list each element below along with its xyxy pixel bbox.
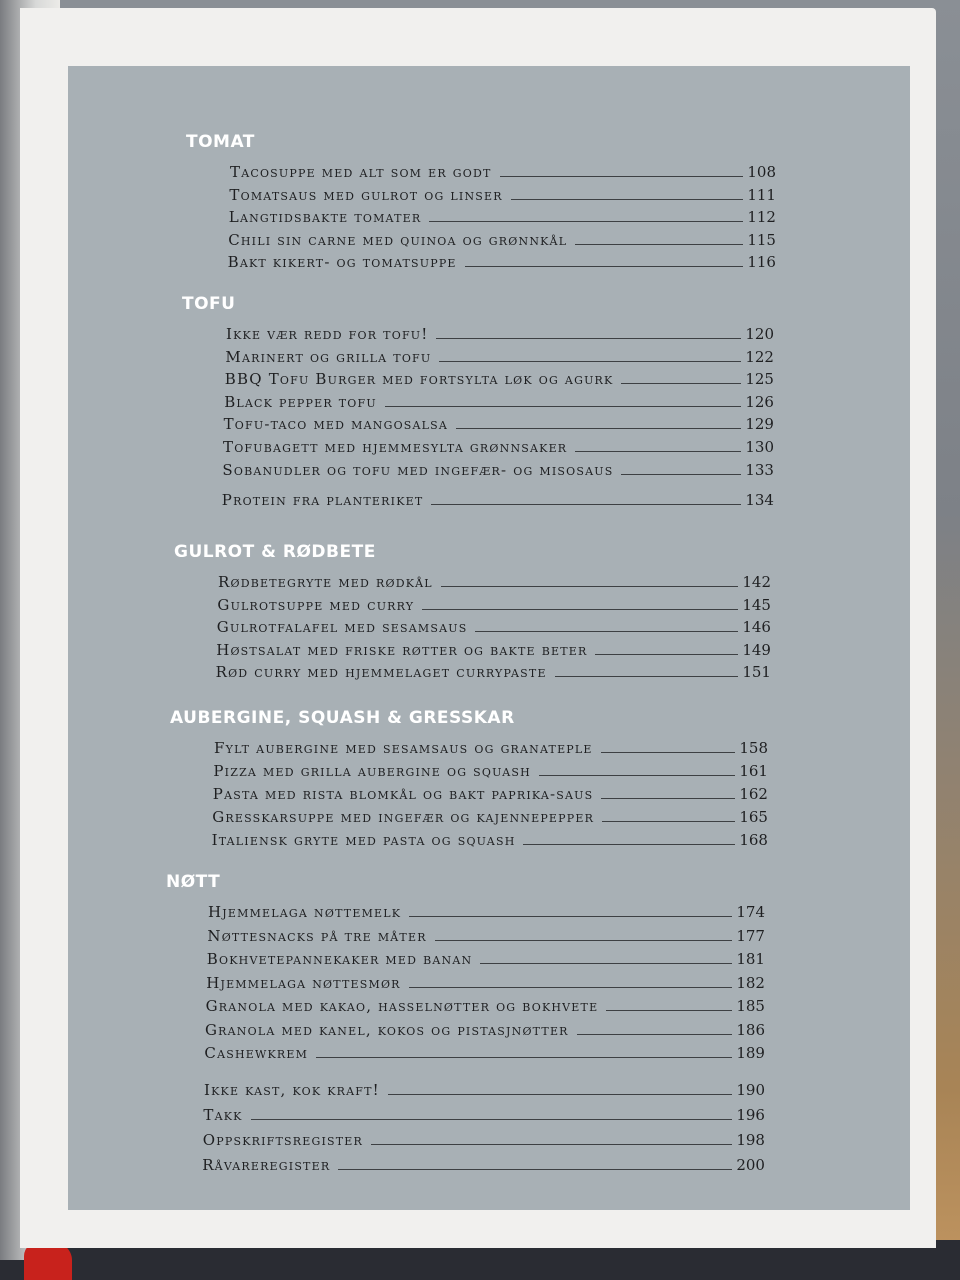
leader-rule (431, 504, 741, 505)
toc-entry[interactable] (217, 593, 771, 613)
leader-rule (475, 631, 738, 632)
section-heading: NØTT (166, 872, 221, 892)
entry-title: Gresskarsuppe med ingefær og kajennepepper (212, 808, 595, 826)
page-number: 120 (745, 325, 774, 343)
entry-title: Granola med kanel, kokos og pistasjnøtter (205, 1020, 569, 1039)
page-number: 126 (745, 392, 774, 411)
leader-rule (621, 383, 741, 384)
toc-entry[interactable] (228, 228, 776, 248)
page-number: 122 (745, 347, 774, 366)
entry-title: Rød curry med hjemmelaget currypaste (215, 663, 547, 682)
leader-rule (465, 266, 744, 267)
entry-title: Ikke vær redd for tofu! (226, 325, 429, 343)
toc-entry[interactable] (214, 736, 768, 756)
toc-entry[interactable] (223, 435, 774, 455)
section-heading: TOFU (182, 294, 236, 314)
toc-entry[interactable] (207, 924, 765, 944)
toc-entry[interactable] (225, 367, 774, 387)
page-number: 196 (736, 1106, 765, 1124)
entry-title: Oppskriftsregister (202, 1131, 364, 1149)
toc-entry[interactable] (216, 660, 771, 680)
page-number: 145 (742, 595, 771, 614)
page-number: 168 (739, 831, 768, 849)
entry-title: Høstsalat med friske røtter og bakte beter (216, 640, 588, 659)
leader-rule (621, 474, 741, 475)
entry-title: BBQ Tofu Burger med fortsylta løk og agurk (224, 370, 614, 389)
page-number: 181 (736, 950, 765, 968)
toc-entry[interactable] (213, 759, 768, 779)
leader-rule (511, 199, 744, 200)
page-number: 116 (747, 253, 776, 271)
page-number: 146 (742, 618, 771, 637)
toc-entry[interactable] (204, 1078, 765, 1098)
entry-title: Fylt aubergine med sesamsaus og granateple (214, 739, 593, 757)
page-number: 130 (745, 438, 774, 456)
entry-title: Bokhvetepannekaker med banan (206, 950, 473, 968)
page-number: 134 (745, 491, 774, 510)
entry-title: Pasta med rista blomkål og bakt paprika-saus (212, 785, 594, 803)
entry-title: Pizza med grilla aubergine og squash (213, 762, 531, 780)
section-heading: GULROT & RØDBETE (174, 542, 376, 562)
entry-title: Italiensk gryte med pasta og squash (211, 831, 516, 849)
toc-entry[interactable] (222, 458, 774, 478)
toc-entry[interactable] (224, 412, 774, 432)
entry-title: Black pepper tofu (224, 392, 377, 411)
entry-title: Protein fra planteriket (221, 491, 424, 510)
toc-entry[interactable] (226, 322, 774, 342)
leader-rule (385, 406, 742, 407)
leader-rule (409, 987, 733, 988)
page-number: 162 (739, 785, 768, 803)
page-number: 200 (736, 1156, 765, 1174)
page-number: 158 (739, 739, 768, 757)
leader-rule (441, 586, 739, 587)
entry-title: Bakt kikert- og tomatsuppe (227, 253, 457, 271)
toc-entry[interactable] (203, 1128, 765, 1148)
page-number: 185 (736, 997, 765, 1015)
entry-title: Tacosuppe med alt som er godt (230, 163, 492, 181)
page-number: 182 (736, 973, 765, 992)
toc-entry[interactable] (218, 570, 771, 590)
toc-entry[interactable] (230, 160, 776, 180)
page-number: 133 (745, 460, 774, 479)
page-number: 177 (736, 926, 765, 945)
entry-title: Granola med kakao, hasselnøtter og bokhvete (205, 997, 599, 1015)
entry-title: Råvareregister (202, 1156, 331, 1174)
entry-title: Rødbetegryte med rødkål (218, 573, 433, 591)
leader-rule (500, 176, 744, 177)
page-number: 198 (736, 1131, 765, 1149)
leader-rule (435, 940, 733, 941)
leader-rule (555, 676, 739, 677)
page-number: 108 (747, 163, 776, 181)
toc-entry[interactable] (225, 345, 774, 365)
page-number: 111 (747, 185, 776, 204)
leader-rule (456, 428, 741, 429)
leader-rule (575, 244, 743, 245)
page-number: 129 (745, 415, 774, 434)
leader-rule (601, 752, 736, 753)
toc-entry[interactable] (228, 250, 776, 270)
entry-title: Gulrotfalafel med sesamsaus (216, 618, 468, 637)
entry-title: Sobanudler og tofu med ingefær- og misosaus (222, 460, 614, 479)
leader-rule (388, 1094, 733, 1095)
entry-title: Hjemmelaga nøttemelk (208, 903, 402, 921)
page-number: 161 (739, 762, 768, 780)
toc-entry[interactable] (229, 183, 776, 203)
toc-entry[interactable] (229, 205, 776, 225)
entry-title: Ikke kast, kok kraft! (204, 1081, 380, 1099)
toc-entry[interactable] (222, 488, 774, 508)
entry-title: Takk (203, 1106, 243, 1124)
leader-rule (338, 1169, 732, 1170)
section-heading: TOMAT (186, 132, 255, 152)
entry-title: Nøttesnacks på tre måter (207, 926, 427, 945)
leader-rule (523, 844, 735, 845)
toc-entry[interactable] (206, 971, 765, 991)
toc-entry[interactable] (204, 1041, 765, 1061)
entry-title: Tofu-taco med mangosalsa (223, 415, 449, 434)
leader-rule (577, 1034, 733, 1035)
page-number: 186 (736, 1020, 765, 1039)
leader-rule (602, 821, 735, 822)
toc-entry[interactable] (224, 390, 774, 410)
leader-rule (539, 775, 735, 776)
toc-entry[interactable] (212, 828, 768, 848)
leader-rule (422, 609, 738, 610)
toc-entry[interactable] (207, 947, 765, 967)
toc-entry[interactable] (208, 900, 765, 920)
entry-title: Tomatsaus med gulrot og linser (229, 185, 503, 204)
toc-entry[interactable] (213, 782, 768, 802)
entry-title: Chili sin carne med quinoa og grønnkål (228, 230, 568, 249)
page-number: 125 (745, 370, 774, 389)
leader-rule (575, 451, 741, 452)
toc-entry[interactable] (206, 994, 765, 1014)
leader-rule (601, 798, 735, 799)
page-number: 189 (736, 1044, 765, 1062)
toc-entry[interactable] (212, 805, 768, 825)
leader-rule (436, 338, 741, 339)
leader-rule (409, 916, 732, 917)
leader-rule (429, 221, 743, 222)
page-number: 174 (736, 903, 765, 921)
page-number: 190 (736, 1081, 765, 1099)
page-number: 165 (739, 808, 768, 826)
section-heading: AUBERGINE, SQUASH & GRESSKAR (170, 708, 515, 728)
toc-entry[interactable] (203, 1103, 765, 1123)
entry-title: Hjemmelaga nøttesmør (206, 973, 401, 992)
leader-rule (439, 361, 741, 362)
entry-title: Gulrotsuppe med curry (217, 595, 415, 614)
toc-entry[interactable] (217, 615, 771, 635)
leader-rule (316, 1057, 732, 1058)
leader-rule (371, 1144, 732, 1145)
toc-entry[interactable] (202, 1153, 765, 1173)
page-number: 151 (742, 663, 771, 682)
leader-rule (251, 1119, 733, 1120)
leader-rule (606, 1010, 732, 1011)
toc-entry[interactable] (205, 1018, 765, 1038)
entry-title: Tofubagett med hjemmesylta grønnsaker (223, 438, 568, 456)
page-number: 115 (747, 230, 776, 249)
leader-rule (595, 654, 738, 655)
entry-title: Marinert og grilla tofu (225, 347, 432, 366)
page-number: 149 (742, 640, 771, 659)
page-number: 112 (747, 208, 776, 226)
entry-title: Cashewkrem (204, 1044, 309, 1062)
entry-title: Langtidsbakte tomater (228, 208, 422, 226)
toc-entry[interactable] (216, 638, 771, 658)
page-number: 142 (742, 573, 771, 591)
leader-rule (480, 963, 732, 964)
